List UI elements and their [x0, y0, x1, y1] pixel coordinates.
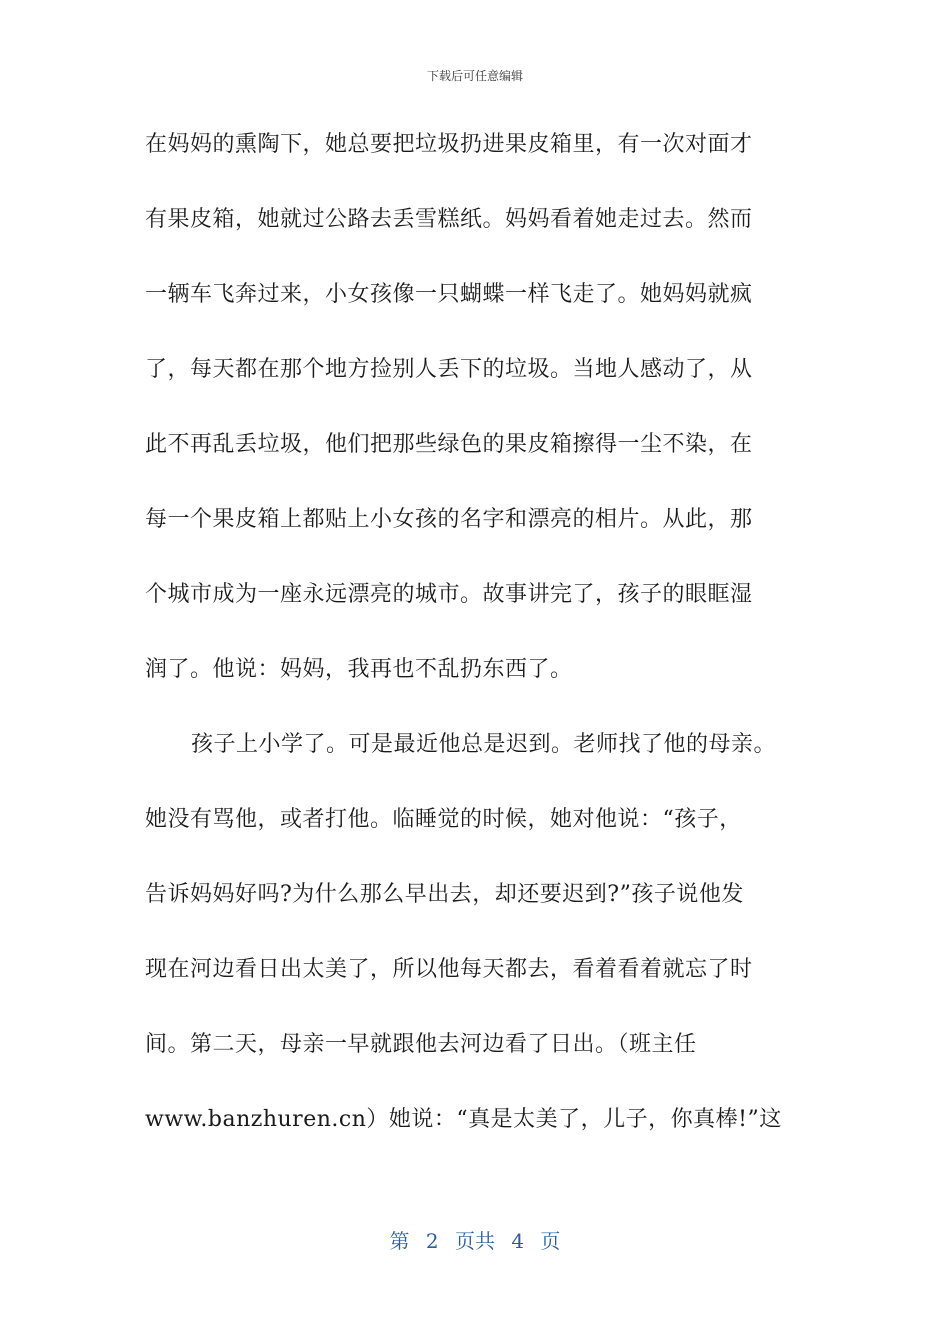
body-line-13: 间。第二天，母亲一早就跟他去河边看了日出。（班主任 [145, 1032, 697, 1057]
header-note: 下载后可任意编辑 [426, 69, 523, 83]
body-line-9-paragraph-start: 孩子上小学了。可是最近他总是迟到。老师找了他的母亲。 [191, 732, 777, 757]
body-line-12: 现在河边看日出太美了，所以他每天都去，看着看着就忘了时 [145, 957, 753, 982]
body-line-3: 一辆车飞奔过来，小女孩像一只蝴蝶一样飞走了。她妈妈就疯 [145, 282, 753, 307]
body-line-10: 她没有骂他，或者打他。临睡觉的时候，她对他说：“孩子， [145, 807, 742, 832]
body-line-6: 每一个果皮箱上都贴上小女孩的名字和漂亮的相片。从此，那 [145, 507, 753, 532]
body-line-8: 润了。他说：妈妈，我再也不乱扔东西了。 [145, 657, 573, 682]
body-line-1: 在妈妈的熏陶下，她总要把垃圾扔进果皮箱里，有一次对面才 [145, 132, 753, 157]
body-line-14: www.banzhuren.cn）她说：“真是太美了，儿子，你真棒!”这 [145, 1107, 782, 1132]
body-line-11: 告诉妈妈好吗?为什么那么早出去，却还要迟到?”孩子说他发 [145, 882, 744, 907]
body-line-5: 此不再乱丢垃圾，他们把那些绿色的果皮箱擦得一尘不染，在 [145, 432, 753, 457]
body-line-4: 了，每天都在那个地方捡别人丢下的垃圾。当地人感动了，从 [145, 357, 753, 382]
page-number-footer: 第 2 页共 4 页 [389, 1229, 561, 1253]
body-line-7: 个城市成为一座永远漂亮的城市。故事讲完了，孩子的眼眶湿 [145, 582, 753, 607]
body-line-2: 有果皮箱，她就过公路去丢雪糕纸。妈妈看着她走过去。然而 [145, 207, 753, 232]
